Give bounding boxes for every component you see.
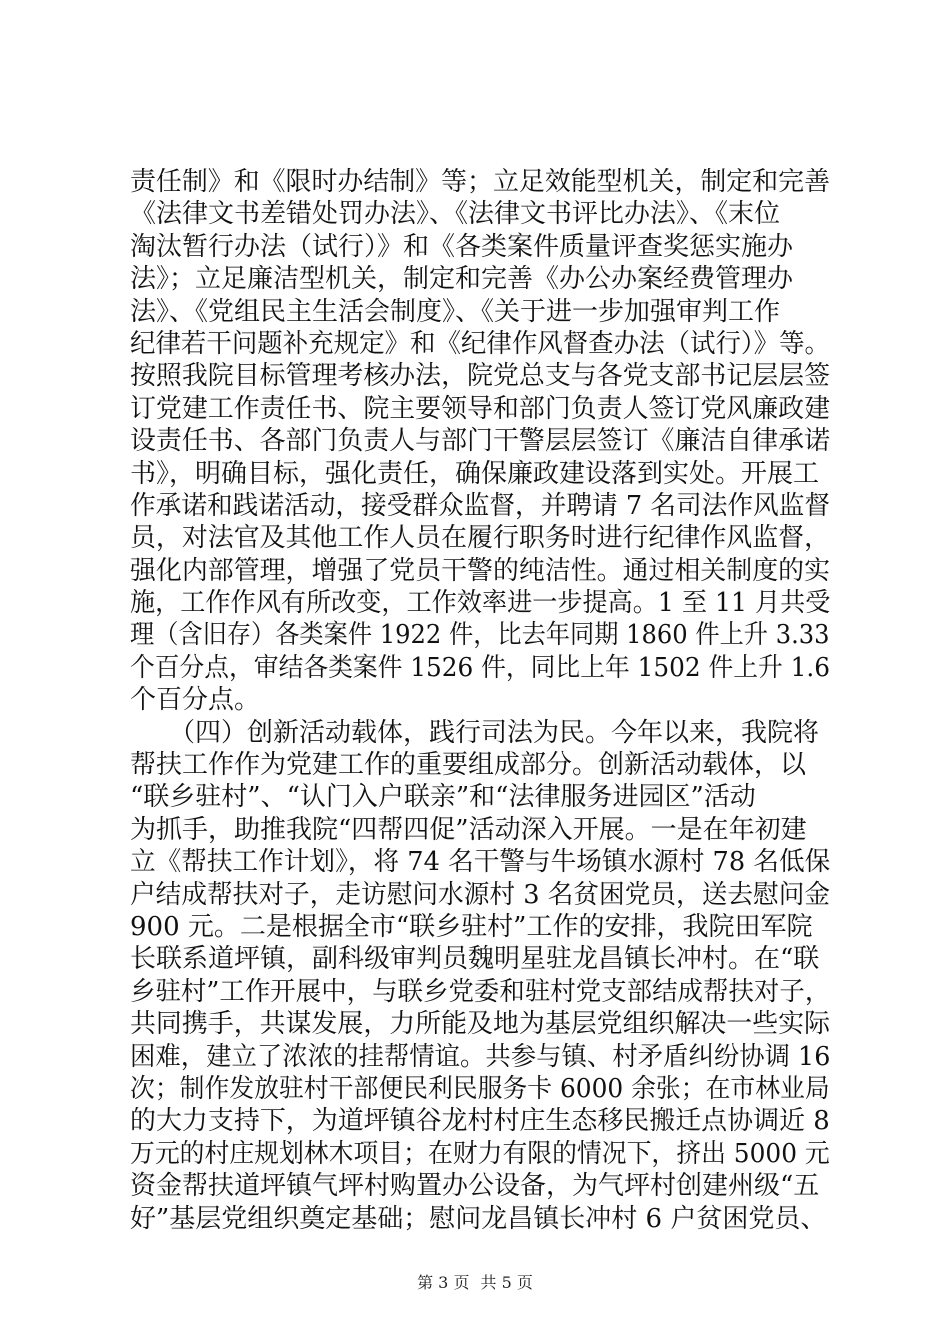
text-line: 个百分点，审结各类案件 1526 件，同比上年 1502 件上升 1.6: [130, 652, 831, 683]
text-line: 法》、《党组民主生活会制度》、《关于进一步加强审判工作: [130, 296, 781, 327]
page-footer: [0, 1270, 950, 1293]
text-line: 个百分点。: [130, 685, 261, 716]
text-line: “联乡驻村”、“认门入户联亲”和“法律服务进园区”活动: [130, 782, 756, 813]
text-line: 淘汰暂行办法（试行）》和《各类案件质量评查奖惩实施办: [130, 231, 794, 262]
text-line: 施，工作作风有所改变，工作效率进一步提高。1 至 11 月共受: [130, 588, 831, 619]
text-line: 《法律文书差错处罚办法》、《法律文书评比办法》、《末位: [130, 199, 781, 230]
body-text: [130, 166, 830, 1235]
text-line: 乡驻村”工作开展中，与联乡党委和驻村党支部结成帮扶对子，: [130, 976, 831, 1007]
text-line: 的大力支持下，为道坪镇谷龙村村庄生态移民搬迁点协调近 8: [130, 1106, 830, 1137]
page-number: 第 3 页: [417, 1273, 470, 1292]
text-line: 书》，明确目标，强化责任，确保廉政建设落到实处。开展工: [130, 458, 820, 489]
text-line: 为抓手，助推我院“四帮四促”活动深入开展。一是在年初建: [130, 814, 807, 845]
page-total: 共 5 页: [480, 1273, 533, 1292]
text-line: 强化内部管理，增强了党员干警的纯洁性。通过相关制度的实: [130, 555, 831, 586]
text-line: 订党建工作责任书、院主要领导和部门负责人签订党风廉政建: [130, 393, 831, 424]
text-line: 资金帮扶道坪镇气坪村购置办公设备，为气坪村创建州级“五: [130, 1171, 820, 1202]
text-line: 900 元。二是根据全市“联乡驻村”工作的安排，我院田军院: [130, 911, 813, 942]
text-line: 员，对法官及其他工作人员在履行职务时进行纪律作风监督，: [130, 523, 831, 554]
text-line: 纪律若干问题补充规定》和《纪律作风督查办法（试行）》等。: [130, 328, 831, 359]
text-line: 责任制》和《限时办结制》等；立足效能型机关，制定和完善: [130, 167, 831, 197]
text-line: 设责任书、各部门负责人与部门干警层层签订《廉洁自律承诺: [130, 426, 831, 457]
text-line: 法》；立足廉洁型机关，制定和完善《办公办案经费管理办: [130, 264, 794, 295]
text-line: 万元的村庄规划林木项目；在财力有限的情况下，挤出 5000 元: [130, 1138, 830, 1169]
text-line: （四）创新活动载体，践行司法为民。今年以来，我院将: [130, 717, 820, 748]
text-line: 理（含旧存）各类案件 1922 件，比去年同期 1860 件上升 3.33: [130, 620, 830, 651]
text-line: 次；制作发放驻村干部便民利民服务卡 6000 余张；在市林业局: [130, 1073, 830, 1104]
text-line: 作承诺和践诺活动，接受群众监督，并聘请 7 名司法作风监督: [130, 490, 831, 521]
text-line: 立《帮扶工作计划》，将 74 名干警与牛场镇水源村 78 名低保: [130, 847, 831, 878]
text-line: 按照我院目标管理考核办法，院党总支与各党支部书记层层签: [130, 361, 831, 392]
text-line: 户结成帮扶对子，走访慰问水源村 3 名贫困党员，送去慰问金: [130, 879, 831, 910]
text-line: 共同携手，共谋发展，力所能及地为基层党组织解决一些实际: [130, 1009, 831, 1040]
text-line: 帮扶工作作为党建工作的重要组成部分。创新活动载体，以: [130, 750, 807, 781]
text-line: 困难，建立了浓浓的挂帮情谊。共参与镇、村矛盾纠纷协调 16: [130, 1041, 831, 1072]
text-line: 好”基层党组织奠定基础；慰问龙昌镇长冲村 6 户贫困党员、: [130, 1203, 827, 1234]
text-line: 长联系道坪镇，副科级审判员魏明星驻龙昌镇长冲村。在“联: [130, 944, 820, 975]
